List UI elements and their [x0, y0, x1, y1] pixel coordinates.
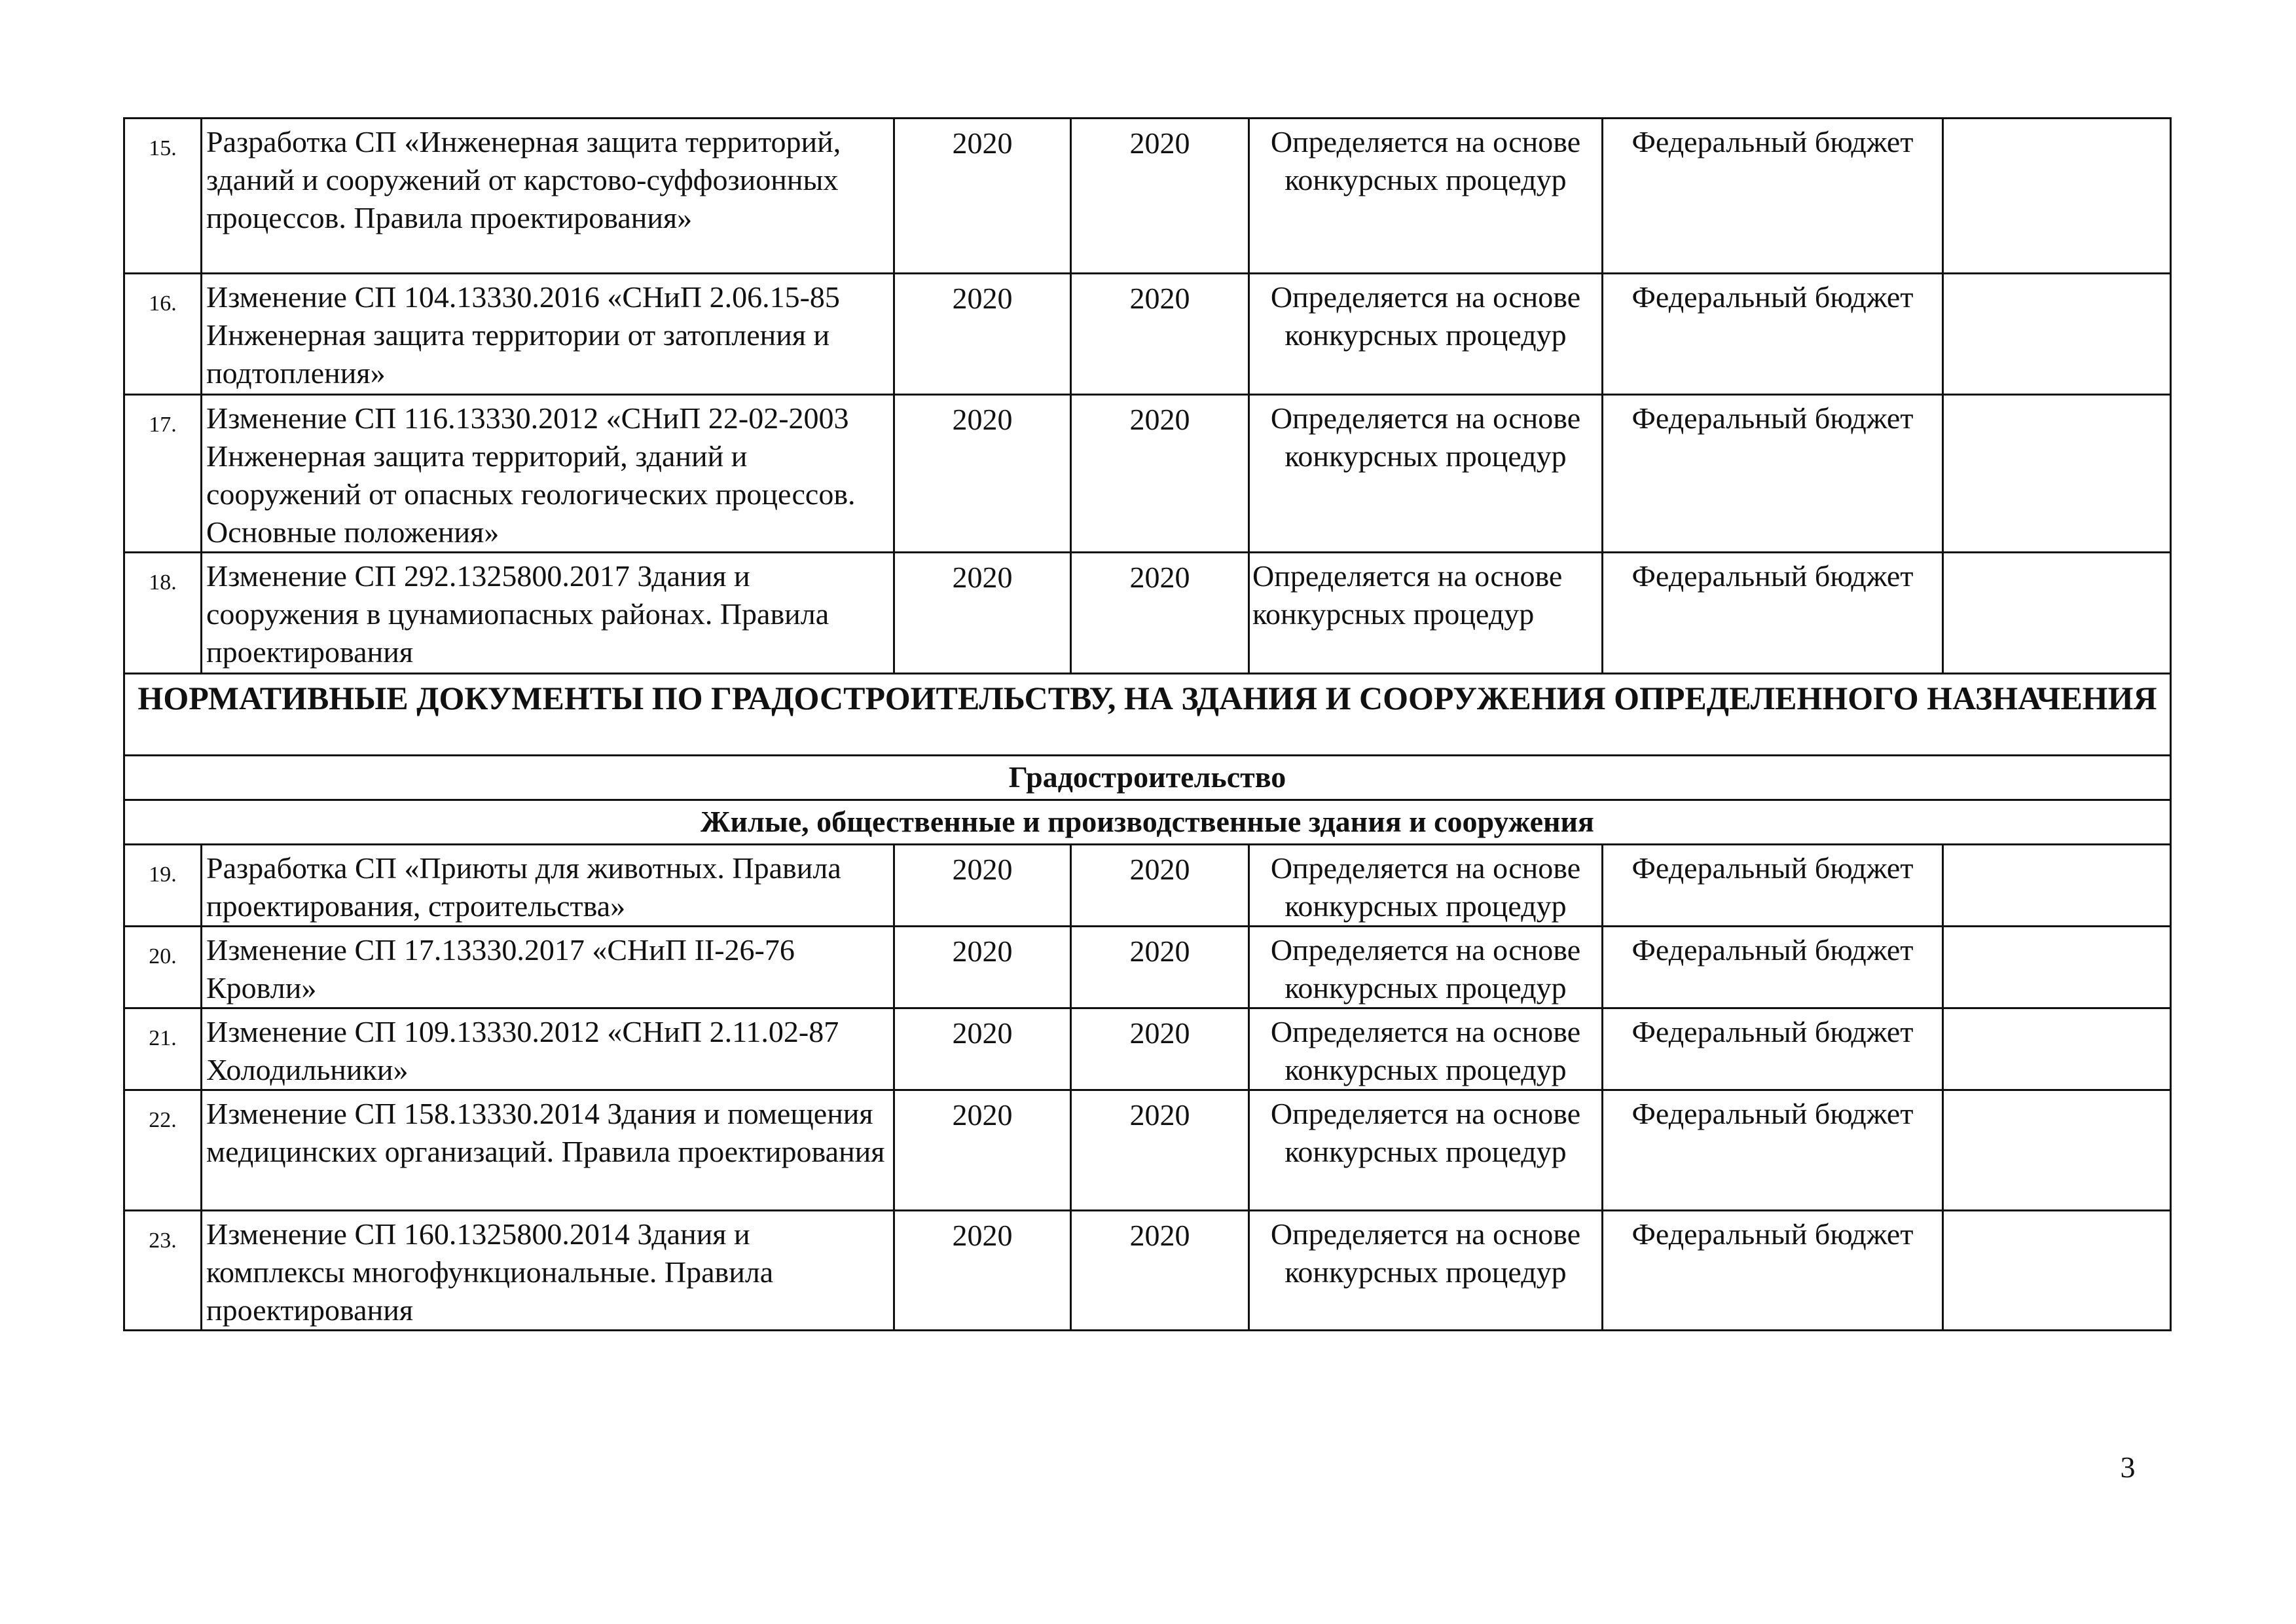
row-method: Определяется на основе конкурсных процедур: [1249, 395, 1603, 553]
table-row: [124, 395, 2171, 553]
row-year-end: 2020: [1071, 274, 1249, 395]
table-row: [124, 553, 2171, 674]
table-row: [124, 845, 2171, 927]
table-row: [124, 1090, 2171, 1211]
row-year-end: 2020: [1071, 845, 1249, 927]
row-method: Определяется на основе конкурсных процедур: [1249, 553, 1603, 674]
row-year-start: 2020: [894, 274, 1071, 395]
row-fund: Федеральный бюджет: [1603, 845, 1943, 927]
subsection-title: Градостроительство: [124, 756, 2171, 800]
row-fund: Федеральный бюджет: [1603, 1090, 1943, 1211]
row-year-start: 2020: [894, 1211, 1071, 1331]
row-year-end: 2020: [1071, 927, 1249, 1008]
row-fund: Федеральный бюджет: [1603, 927, 1943, 1008]
row-method: Определяется на основе конкурсных процедур: [1249, 927, 1603, 1008]
row-number: 20.: [124, 927, 202, 1008]
page-number: 3: [2120, 1450, 2136, 1484]
row-year-end: 2020: [1071, 395, 1249, 553]
table-row: [124, 274, 2171, 395]
row-year-end: 2020: [1071, 1008, 1249, 1090]
row-description: Изменение СП 109.13330.2012 «СНиП 2.11.02-87 Холодильники»: [202, 1008, 894, 1090]
plan-table: [123, 117, 2172, 1331]
row-year-end: 2020: [1071, 1090, 1249, 1211]
row-number: 15.: [124, 119, 202, 274]
row-number: 19.: [124, 845, 202, 927]
subsection-title: Жилые, общественные и производственные здания и сооружения: [124, 800, 2171, 845]
row-description: Изменение СП 292.1325800.2017 Здания и сооружения в цунамиопасных районах. Правила проектирования: [202, 553, 894, 674]
row-method: Определяется на основе конкурсных процедур: [1249, 274, 1603, 395]
row-year-start: 2020: [894, 845, 1071, 927]
row-number: 21.: [124, 1008, 202, 1090]
section-title: НОРМАТИВНЫЕ ДОКУМЕНТЫ ПО ГРАДОСТРОИТЕЛЬСТВУ, НА ЗДАНИЯ И СООРУЖЕНИЯ ОПРЕДЕЛЕННОГО НАЗНАЧЕНИЯ: [124, 674, 2171, 756]
row-description: Разработка СП «Инженерная защита территорий, зданий и сооружений от карстово-суффозионных процессов. Правила проектирования»: [202, 119, 894, 274]
row-note: [1943, 119, 2171, 274]
row-fund: Федеральный бюджет: [1603, 274, 1943, 395]
table-row: [124, 119, 2171, 274]
row-description: Изменение СП 104.13330.2016 «СНиП 2.06.15-85 Инженерная защита территории от затопления и подтопления»: [202, 274, 894, 395]
row-year-start: 2020: [894, 553, 1071, 674]
subsection-row: [124, 756, 2171, 800]
row-fund: Федеральный бюджет: [1603, 1211, 1943, 1331]
row-year-start: 2020: [894, 119, 1071, 274]
row-year-end: 2020: [1071, 1211, 1249, 1331]
row-number: 23.: [124, 1211, 202, 1331]
row-note: [1943, 274, 2171, 395]
row-note: [1943, 1211, 2171, 1331]
row-year-start: 2020: [894, 1090, 1071, 1211]
row-method: Определяется на основе конкурсных процедур: [1249, 119, 1603, 274]
row-year-start: 2020: [894, 395, 1071, 553]
row-year-start: 2020: [894, 1008, 1071, 1090]
row-method: Определяется на основе конкурсных процедур: [1249, 1090, 1603, 1211]
row-note: [1943, 1090, 2171, 1211]
row-fund: Федеральный бюджет: [1603, 119, 1943, 274]
row-number: 16.: [124, 274, 202, 395]
row-note: [1943, 927, 2171, 1008]
subsection-row: [124, 800, 2171, 845]
row-year-end: 2020: [1071, 119, 1249, 274]
row-description: Изменение СП 158.13330.2014 Здания и помещения медицинских организаций. Правила проектирования: [202, 1090, 894, 1211]
row-description: Изменение СП 116.13330.2012 «СНиП 22-02-2003 Инженерная защита территорий, зданий и сооружений от опасных геологических процессов. Основные положения»: [202, 395, 894, 553]
row-note: [1943, 395, 2171, 553]
table-row: [124, 1008, 2171, 1090]
row-description: Изменение СП 160.1325800.2014 Здания и комплексы многофункциональные. Правила проектирования: [202, 1211, 894, 1331]
row-description: Изменение СП 17.13330.2017 «СНиП II-26-76 Кровли»: [202, 927, 894, 1008]
row-method: Определяется на основе конкурсных процедур: [1249, 845, 1603, 927]
section-row: [124, 674, 2171, 756]
row-note: [1943, 845, 2171, 927]
row-method: Определяется на основе конкурсных процедур: [1249, 1008, 1603, 1090]
table-row: [124, 1211, 2171, 1331]
row-number: 17.: [124, 395, 202, 553]
row-number: 22.: [124, 1090, 202, 1211]
row-note: [1943, 553, 2171, 674]
table-row: [124, 927, 2171, 1008]
row-fund: Федеральный бюджет: [1603, 1008, 1943, 1090]
row-description: Разработка СП «Приюты для животных. Правила проектирования, строительства»: [202, 845, 894, 927]
row-note: [1943, 1008, 2171, 1090]
row-number: 18.: [124, 553, 202, 674]
row-year-end: 2020: [1071, 553, 1249, 674]
row-fund: Федеральный бюджет: [1603, 553, 1943, 674]
row-fund: Федеральный бюджет: [1603, 395, 1943, 553]
row-method: Определяется на основе конкурсных процедур: [1249, 1211, 1603, 1331]
row-year-start: 2020: [894, 927, 1071, 1008]
